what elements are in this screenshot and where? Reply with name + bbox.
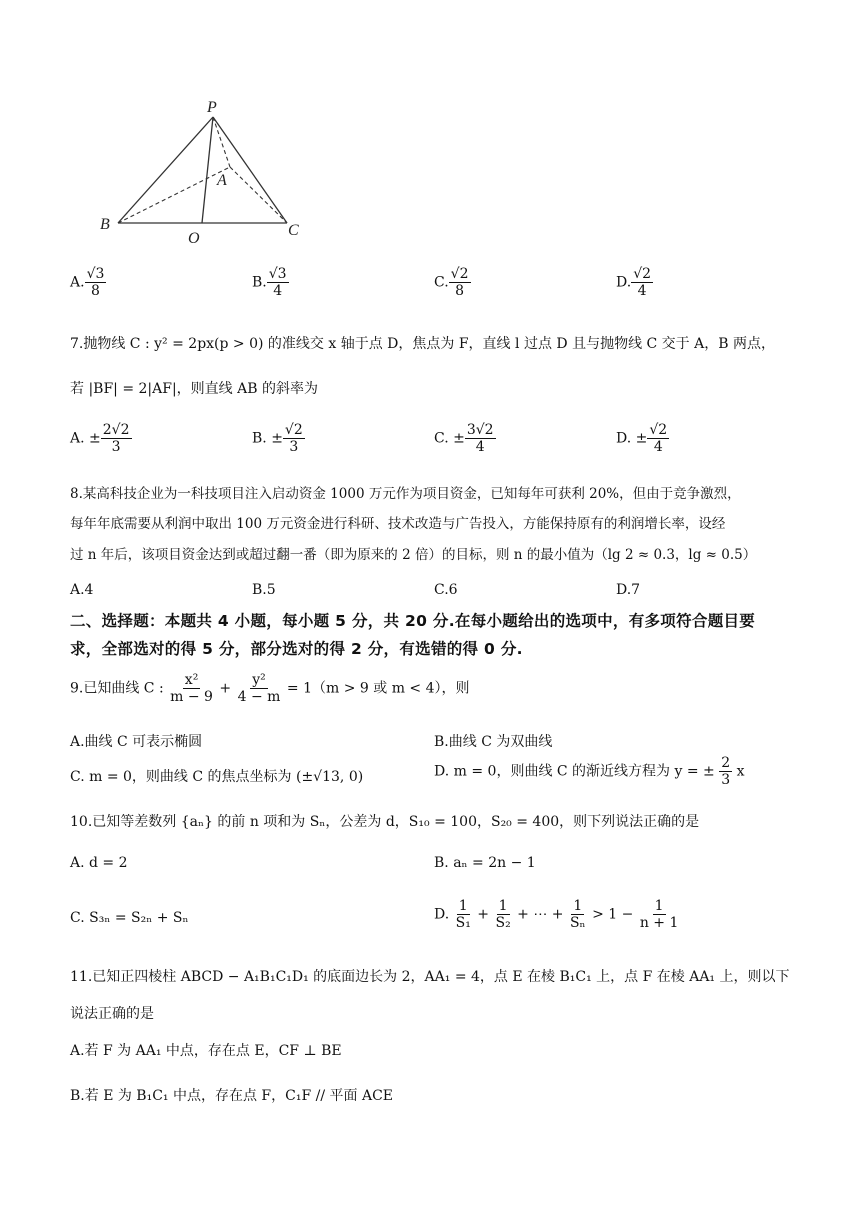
label-O: O <box>188 230 200 245</box>
q6-option-b: B. $\frac{√3}{4}$ <box>252 266 287 300</box>
label-P: P <box>207 99 217 116</box>
q10-option-d: D. $\frac{1}{\text{S₁}}$ + $\frac{1}{\text{S₂}}$ + ⋯ + $\frac{1}{\text{Sₙ}}$ > 1 − $\frac{1}{n + 1}$ <box>434 898 679 932</box>
q8-option-c: C.6 <box>434 582 458 598</box>
q9-option-b: B.曲线 C 为双曲线 <box>434 734 553 750</box>
q7-option-c: C. ± $\frac{3√2}{4}$ <box>434 422 494 456</box>
q10-option-a: A. d = 2 <box>70 855 128 871</box>
q9-option-a: A.曲线 C 可表示椭圆 <box>70 734 203 750</box>
q6-option-c: C. $\frac{√2}{8}$ <box>434 266 469 300</box>
q7-stem-line2: 若 |BF| = 2|AF|，则直线 AB 的斜率为 <box>70 381 318 397</box>
q8-option-d: D.7 <box>616 582 641 598</box>
q7-stem-line1: 7.抛物线 C : y² = 2px(p > 0) 的准线交 x 轴于点 D，焦点为 F，直线 l 过点 D 且与抛物线 C 交于 A，B 两点， <box>70 336 775 352</box>
q10-option-c: C. S₃ₙ = S₂ₙ + Sₙ <box>70 910 189 926</box>
q11-stem-line2: 说法正确的是 <box>70 1006 154 1022</box>
q7-option-d: D. ± $\frac{√2}{4}$ <box>616 422 668 456</box>
q11-option-b: B.若 E 为 B₁C₁ 中点，存在点 F，C₁F // 平面 ACE <box>70 1088 394 1104</box>
q9-stem: 9.已知曲线 C : $\frac{\text{x²}}{m - 9}$ + $\frac{\text{y²}}{4 - m}$ = 1（m > 9 或 m < 4），则 <box>70 672 470 706</box>
q10-stem: 10.已知等差数列 {aₙ} 的前 n 项和为 Sₙ，公差为 d，S₁₀ = 100，S₂₀ = 400，则下列说法正确的是 <box>70 814 700 830</box>
q8-option-b: B.5 <box>252 582 276 598</box>
q7-option-a: A. ± $\frac{2√2}{3}$ <box>70 422 130 456</box>
section-heading-line1: 二、选择题：本题共 4 小题，每小题 5 分，共 20 分.在每小题给出的选项中，有多项符合题目要 <box>70 612 756 630</box>
q10-option-b: B. aₙ = 2n − 1 <box>434 855 536 871</box>
label-C: C <box>288 222 299 239</box>
q8-stem-line3: 过 n 年后，该项目资金达到或超过翻一番（即为原来的 2 倍）的目标，则 n 的最小值为（lg 2 ≈ 0.3，lg ≈ 0.5） <box>70 547 757 563</box>
q6-option-a: A. $\frac{√3}{8}$ <box>70 266 105 300</box>
q8-option-a: A.4 <box>70 582 94 598</box>
q8-stem-line2: 每年年底需要从利润中取出 100 万元资金进行科研、技术改造与广告投入，方能保持原有的利润增长率，设经 <box>70 516 726 532</box>
q8-stem-line1: 8.某高科技企业为一科技项目注入启动资金 1000 万元作为项目资金，已知每年可获利 20%，但由于竞争激烈， <box>70 486 741 502</box>
q9-option-d: D. m = 0，则曲线 C 的渐近线方程为 y = ± $\frac{2}{3}$ x <box>434 755 745 789</box>
q7-option-b: B. ± $\frac{√2}{3}$ <box>252 422 303 456</box>
q11-option-a: A.若 F 为 AA₁ 中点，存在点 E，CF ⊥ BE <box>70 1043 342 1059</box>
label-B: B <box>100 216 110 233</box>
q9-option-c: C. m = 0，则曲线 C 的焦点坐标为 (±√13, 0) <box>70 769 364 785</box>
pyramid-figure <box>90 95 320 245</box>
q6-option-d: D. $\frac{√2}{4}$ <box>616 266 652 300</box>
q11-stem-line1: 11.已知正四棱柱 ABCD − A₁B₁C₁D₁ 的底面边长为 2，AA₁ = 4，点 E 在棱 B₁C₁ 上，点 F 在棱 AA₁ 上，则以下 <box>70 969 790 985</box>
section-heading-line2: 求，全部选对的得 5 分，部分选对的得 2 分，有选错的得 0 分. <box>70 640 523 658</box>
label-A: A <box>217 172 227 189</box>
